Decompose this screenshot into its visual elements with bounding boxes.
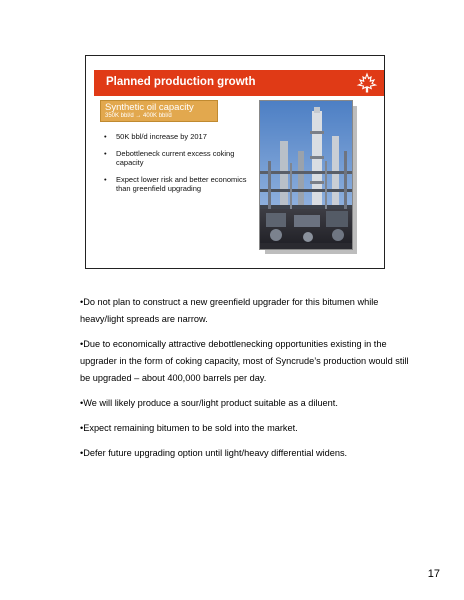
- speaker-notes: [80, 294, 410, 470]
- slide-bullet: • 50K bbl/d increase by 2017: [102, 132, 252, 141]
- slide-title: Planned production growth: [106, 76, 256, 88]
- photo-shadow: [353, 106, 357, 252]
- slide-thumbnail: [85, 55, 385, 269]
- refinery-image: [260, 101, 353, 250]
- note-paragraph: •Do not plan to construct a new greenfield upgrader for this bitumen while heavy/light spreads are narrow.: [80, 297, 379, 324]
- slide-header: [94, 70, 384, 96]
- note-paragraph: •Expect remaining bitumen to be sold into the market.: [80, 423, 298, 433]
- slide-bullet: • Expect lower risk and better economics than greenfield upgrading: [102, 175, 252, 193]
- capacity-box: [100, 100, 218, 122]
- photo-shadow: [265, 250, 357, 254]
- refinery-photo: [259, 100, 353, 250]
- slide-bullets: [102, 132, 252, 201]
- slide-bullet: • Debottleneck current excess coking capacity: [102, 149, 252, 167]
- page-number: 17: [427, 568, 440, 580]
- note-paragraph: •We will likely produce a sour/light product suitable as a diluent.: [80, 398, 338, 408]
- note-paragraph: •Due to economically attractive debottlenecking opportunities existing in the upgrader in the form of coking capacity, most of Syncrude’s production would still be upgraded – about 400,000 barrels per day.: [80, 339, 409, 383]
- capacity-title: Synthetic oil capacity: [105, 102, 194, 113]
- capacity-subtitle: 350K bbl/d → 400K bbl/d: [105, 113, 172, 119]
- maple-leaf-logo-icon: [356, 72, 378, 94]
- note-paragraph: •Defer future upgrading option until light/heavy differential widens.: [80, 448, 348, 458]
